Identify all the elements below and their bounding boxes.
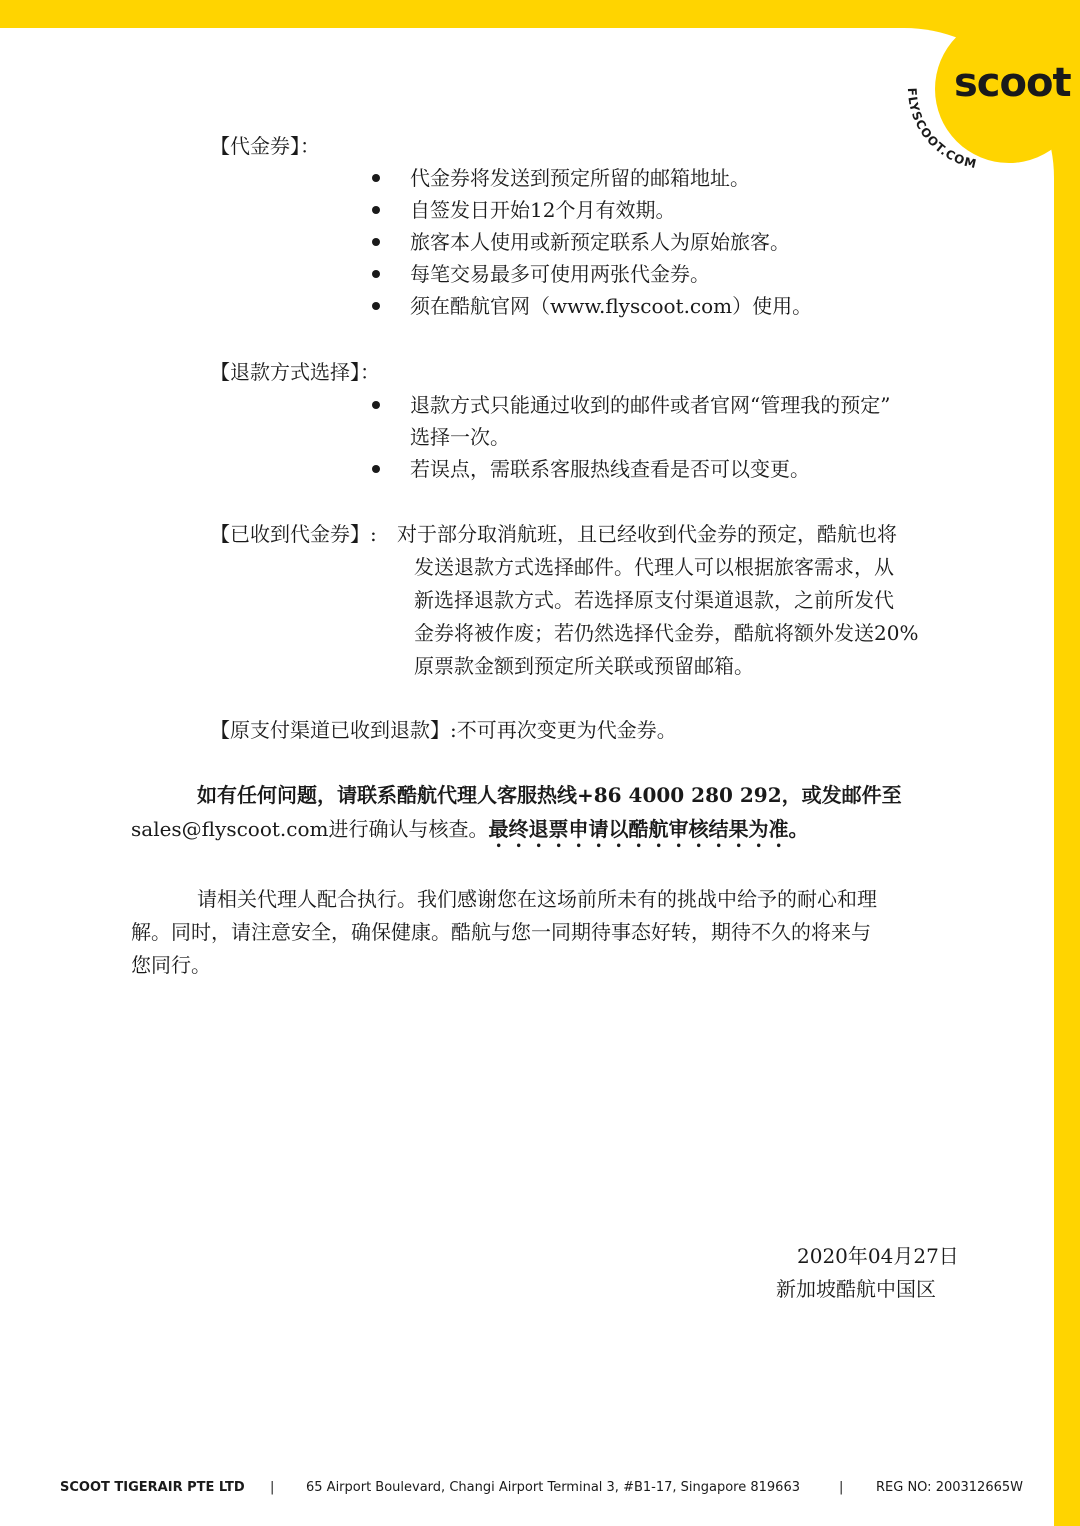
footer-separator: | [270, 1480, 275, 1495]
contact-line-2 [131, 813, 808, 852]
scoot-logo-word: scoot [954, 60, 1071, 106]
flyscoot-arc-text [880, 60, 1000, 190]
bullet-icon [372, 465, 380, 473]
list-item: 每笔交易最多可使用两张代金券。 [370, 258, 812, 290]
list-item: 退款方式只能通过收到的邮件或者官网“管理我的预定” 选择一次。 [370, 389, 890, 453]
bullet-icon [372, 401, 380, 409]
refund-method-list [370, 389, 890, 485]
refunded-heading: 【原支付渠道已收到退款】: [210, 718, 457, 742]
signature-date: 2020年04月27日 [797, 1244, 959, 1268]
svg-text:FLYSCOOT.COM [905, 87, 979, 171]
footer-reg-number: REG NO: 200312665W [876, 1480, 1023, 1495]
contact-emphasis: 最终退票申请以酷航审核结果为准。 [488, 817, 809, 841]
right-yellow-band [1054, 0, 1080, 1526]
footer-company: SCOOT TIGERAIR PTE LTD [60, 1480, 245, 1495]
footer-separator: | [839, 1480, 844, 1495]
list-item: 若误点，需联系客服热线查看是否可以变更。 [370, 453, 890, 485]
voucher-list [370, 162, 812, 322]
received-voucher-heading: 【已收到代金券】: [210, 522, 377, 546]
refunded-section [210, 714, 677, 746]
signature-org: 新加坡酷航中国区 [776, 1277, 936, 1301]
arc-text-path: FLYSCOOT.COM [904, 87, 979, 172]
received-voucher-body: 对于部分取消航班，且已经收到代金券的预定，酷航也将 发送退款方式选择邮件。代理人可以根据旅客需求，从 新选择退款方式。若选择原支付渠道退款，之前所发代 金券将被作废；若仍然选择代金券，酷航将额外发送20% 原票款金额到预定所关联或预留邮箱。 [397, 522, 919, 678]
list-item: 旅客本人使用或新预定联系人为原始旅客。 [370, 226, 812, 258]
bullet-icon [372, 206, 380, 214]
list-item: 自签发日开始12个月有效期。 [370, 194, 812, 226]
bullet-icon [372, 238, 380, 246]
contact-line-1: 如有任何问题，请联系酷航代理人客服热线+86 4000 280 292，或发邮件至 [197, 783, 902, 807]
contact-email-text: sales@flyscoot.com进行确认与核查。 [131, 817, 489, 841]
refund-method-heading: 【退款方式选择】： [210, 360, 380, 384]
refunded-text: 不可再次变更为代金券。 [456, 718, 677, 742]
voucher-heading: 【代金券】： [210, 134, 320, 158]
bullet-icon [372, 302, 380, 310]
list-item: 代金券将发送到预定所留的邮箱地址。 [370, 162, 812, 194]
footer-address: 65 Airport Boulevard, Changi Airport Terminal 3, #B1-17, Singapore 819663 [306, 1480, 800, 1495]
closing-paragraph: 请相关代理人配合执行。我们感谢您在这场前所未有的挑战中给予的耐心和理 解。同时，请注意安全，确保健康。酷航与您一同期待事态好转，期待不久的将来与 您同行。 [131, 887, 877, 977]
bullet-icon [372, 270, 380, 278]
list-item: 须在酷航官网（www.flyscoot.com）使用。 [370, 290, 812, 322]
bullet-icon [372, 174, 380, 182]
